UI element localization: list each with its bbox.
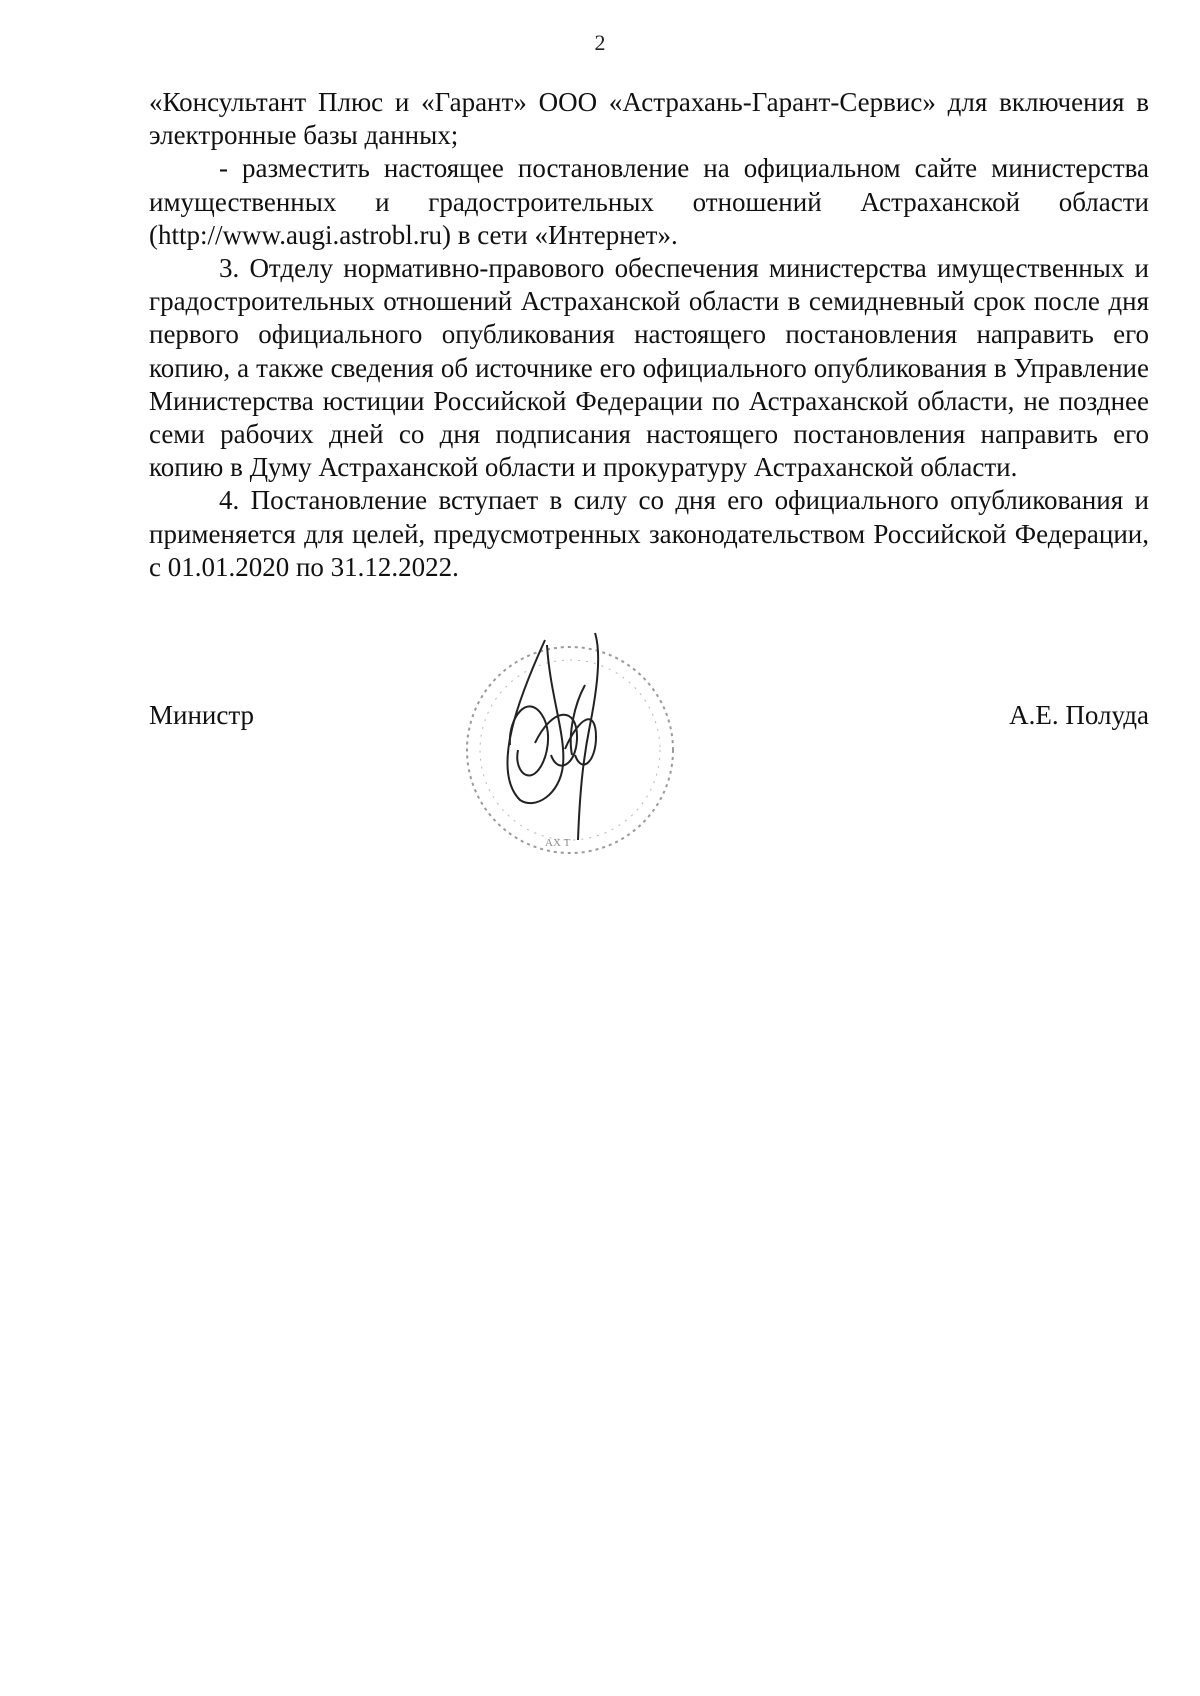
paragraph-continuation: «Консультант Плюс и «Гарант» ООО «Астрахань-Гарант-Сервис» для включения в электронные базы данных; bbox=[149, 87, 1149, 151]
signer-title: Министр bbox=[149, 700, 254, 730]
document-body bbox=[149, 86, 1149, 584]
paragraph-item-3: 3. Отделу нормативно-правового обеспечения министерства имущественных и градостроительных отношений Астраханской области в семидневный срок после дня первого официального опубликования настоящего постановления направить его копию, а также сведения об источнике его официального опубликования в Управление Министерства юстиции Российской Федерации по Астраханской области, не позднее семи рабочих дней со дня подписания настоящего постановления направить его копию в Думу Астраханской области и прокуратуру Астраханской области. bbox=[149, 253, 1149, 483]
paragraph-item-4: 4. Постановление вступает в силу со дня его официального опубликования и применяется для целей, предусмотренных законодательством Российской Федерации, с 01.01.2020 по 31.12.2022. bbox=[149, 485, 1149, 582]
svg-text:АХ Т: АХ Т bbox=[545, 837, 571, 849]
seal-signature-icon bbox=[450, 625, 690, 895]
signer-name: А.Е. Полуда bbox=[1009, 700, 1149, 730]
seal-icon bbox=[467, 647, 673, 853]
signature-block bbox=[149, 700, 1149, 740]
paragraph-publish-site: - разместить настоящее постановление на официальном сайте министерства имущественных и градостроительных отношений Астраханской области (http://www.augi.astrobl.ru) в сети «Интернет». bbox=[149, 153, 1149, 250]
page-number: 2 bbox=[594, 30, 606, 55]
